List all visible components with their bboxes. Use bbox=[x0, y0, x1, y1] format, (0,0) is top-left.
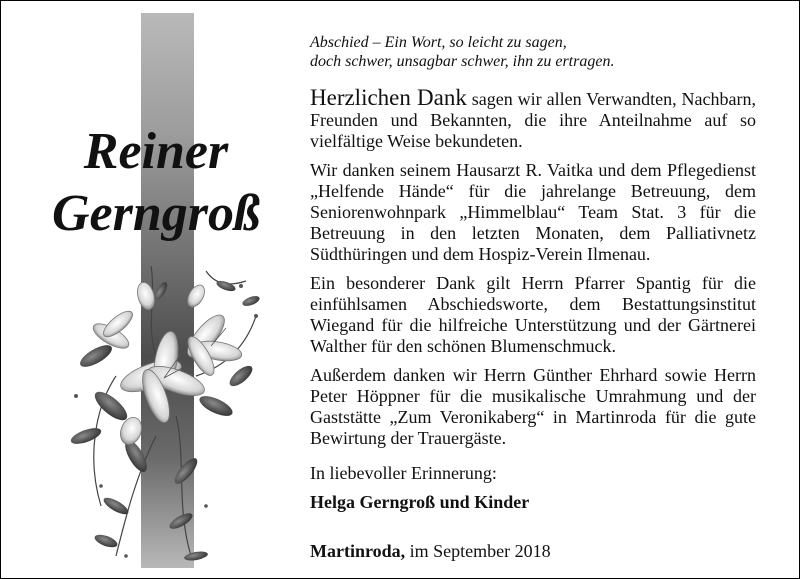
deceased-first-name: Reiner bbox=[83, 123, 229, 180]
date: im September 2018 bbox=[405, 541, 551, 561]
quote-line-2: doch schwer, unsagbar schwer, ihn zu ertragen. bbox=[310, 53, 615, 70]
farewell-quote bbox=[310, 33, 756, 71]
deceased-name bbox=[31, 121, 281, 245]
thanks-rest: sagen wir allen Verwandten, Nachbarn, Freunden und Bekannten, die ihre Anteilnahme auf so vielfältige Weise bekundeten. bbox=[310, 89, 757, 151]
thanks-paragraph bbox=[310, 87, 756, 152]
memory-greeting: In liebevoller Erinnerung: bbox=[310, 463, 497, 483]
thanks-lead: Herzlichen Dank bbox=[310, 85, 467, 110]
place: Martinroda, bbox=[310, 541, 406, 561]
place-date bbox=[310, 541, 756, 562]
pastor-thanks-paragraph: Ein besonderer Dank gilt Herrn Pfarrer Spantig für die einfühlsamen Abschiedsworte, dem Bestattungsinstitut Wiegand für die hilfreiche Unterstützung und der Gärtnerei Walther für den schönen Blumenschmuck. bbox=[310, 273, 756, 356]
deceased-last-name: Gerngroß bbox=[51, 185, 261, 242]
text-column bbox=[310, 33, 756, 562]
quote-line-1: Abschied – Ein Wort, so leicht zu sagen, bbox=[310, 34, 567, 51]
care-thanks-paragraph: Wir danken seinem Hausarzt R. Vaitka und dem Pflegedienst „Helfende Hände“ für die jahrelange Betreuung, dem Seniorenwohnpark „Himmelblau“ Team Stat. 3 für die Betreuung in den letzten Monaten, dem Palliativnetz Südthüringen und dem Hospiz-Verein Ilmenau. bbox=[310, 160, 756, 264]
music-thanks-paragraph: Außerdem danken wir Herrn Günther Ehrhard sowie Herrn Peter Höppner für die musikalische Umrahmung und der Gaststätte „Zum Veronikaberg“ in Martinroda für die gute Bewirtung der Trauergäste. bbox=[310, 365, 756, 448]
flower-bouquet-icon bbox=[56, 256, 286, 571]
signers: Helga Gerngroß und Kinder bbox=[310, 492, 530, 512]
